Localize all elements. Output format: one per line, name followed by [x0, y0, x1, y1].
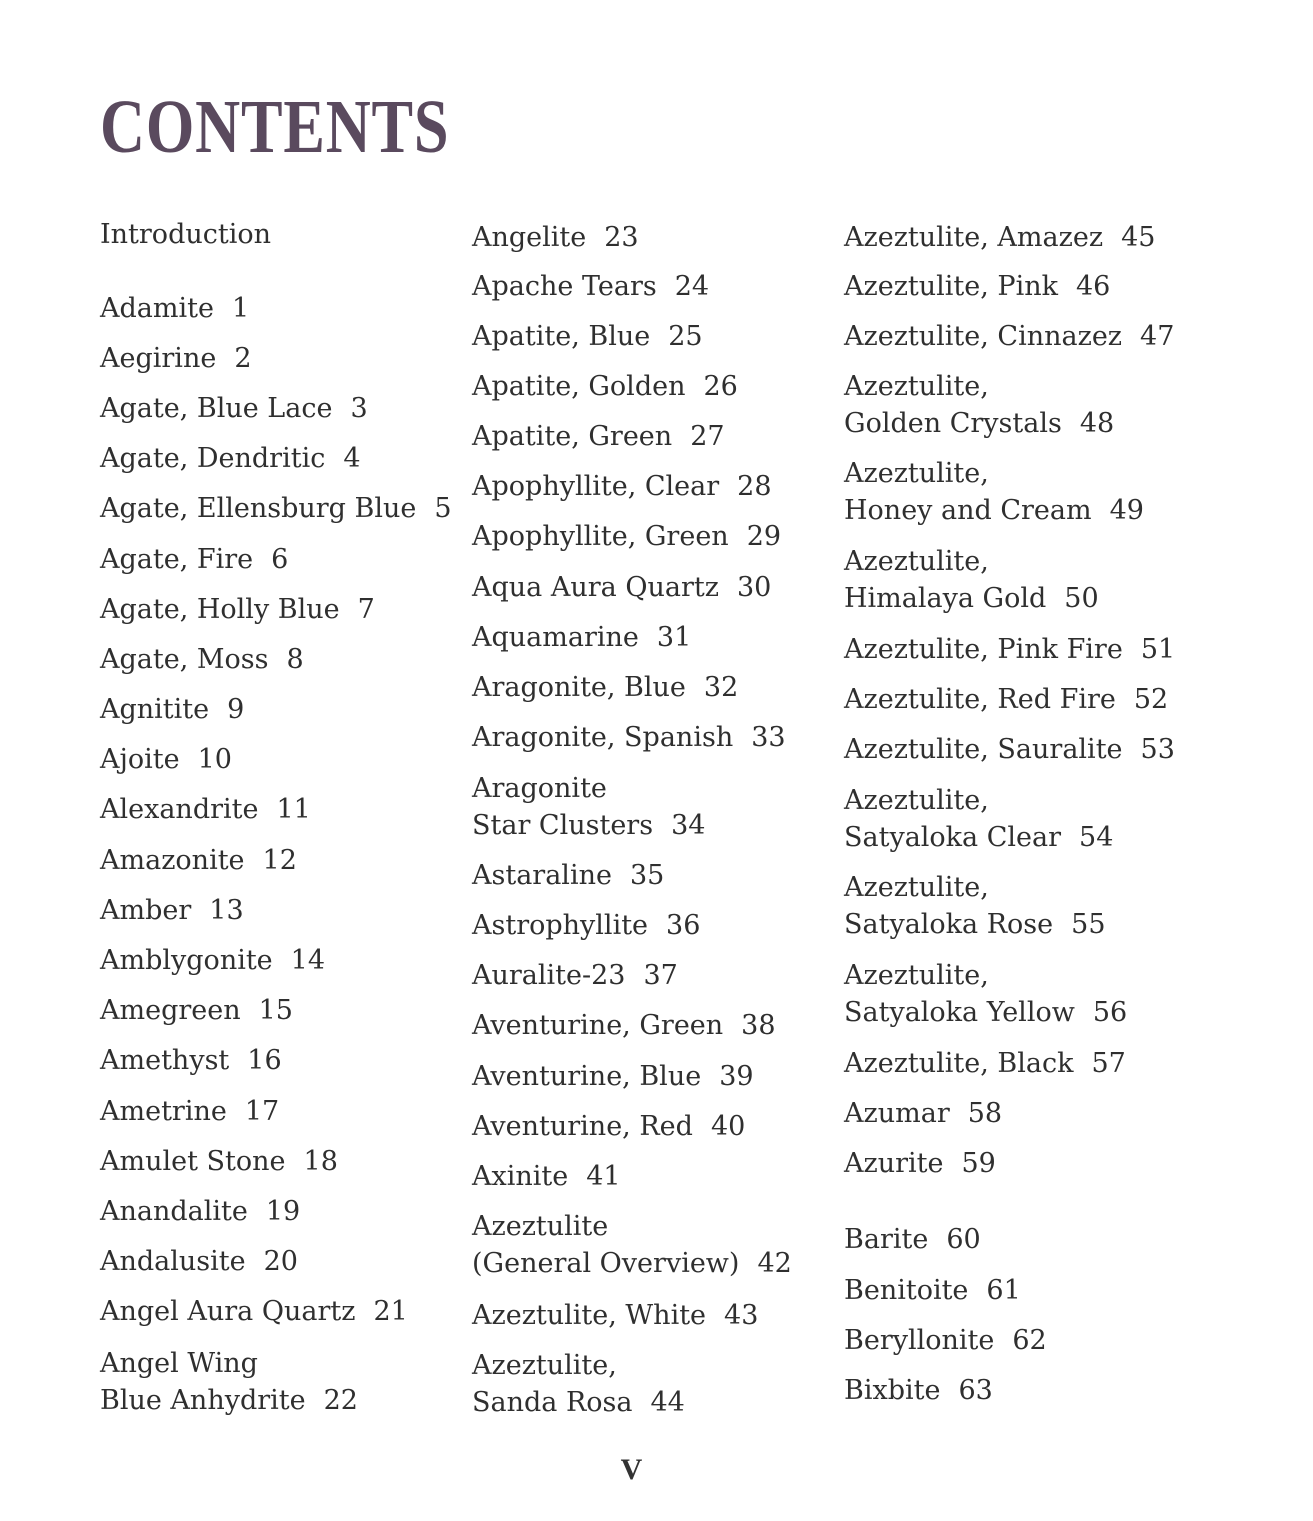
- toc-entry-title: [100, 1293, 408, 1330]
- toc-entry-title: [100, 541, 288, 578]
- toc-entry-title: [100, 440, 361, 477]
- toc-entry-title: [100, 1345, 358, 1382]
- toc-entry-page: 23: [604, 222, 639, 253]
- toc-entry-name: Azeztulite, Pink: [844, 271, 1058, 302]
- toc-entry-title: [472, 669, 738, 706]
- toc-entry-name: Amulet Stone: [100, 1146, 286, 1177]
- toc-entry-name-continued: Sanda Rosa: [472, 1387, 633, 1418]
- toc-entry-title: [844, 1221, 981, 1258]
- toc-entry-title: [100, 1243, 298, 1280]
- toc-entry-name: Benitoite: [844, 1275, 969, 1306]
- toc-entry-title: [472, 1208, 792, 1245]
- toc-entry-page: 46: [1075, 271, 1111, 302]
- toc-entry[interactable]: [472, 318, 703, 355]
- toc-entry-page: 30: [736, 572, 772, 603]
- toc-entry-name: Aquamarine: [472, 622, 639, 653]
- toc-entry[interactable]: [472, 719, 786, 756]
- toc-entry-name: Aragonite: [472, 773, 607, 804]
- toc-entry-page: 44: [650, 1387, 685, 1418]
- toc-entry-name: Aventurine, Green: [472, 1010, 724, 1041]
- toc-entry-title: [844, 681, 1168, 718]
- toc-entry-page: 38: [741, 1010, 776, 1041]
- toc-entry-page: 48: [1079, 408, 1115, 439]
- toc-entry-name: Alexandrite: [100, 794, 259, 825]
- toc-entry[interactable]: [844, 455, 1144, 529]
- toc-entry-page: 36: [666, 910, 701, 941]
- toc-entry-name: Azeztulite, Cinnazez: [844, 321, 1123, 352]
- toc-entry-title: [100, 641, 304, 678]
- toc-entry-name: Aventurine, Blue: [472, 1061, 702, 1092]
- toc-entry-page: 59: [961, 1148, 996, 1179]
- toc-entry-title: [472, 1058, 754, 1095]
- toc-entry[interactable]: [472, 418, 725, 455]
- toc-entry-title: [844, 219, 1155, 256]
- toc-entry[interactable]: [844, 318, 1174, 355]
- toc-entry-title: [100, 591, 375, 628]
- toc-entry-title: [844, 1045, 1126, 1082]
- toc-entry[interactable]: [472, 368, 738, 405]
- toc-entry-title: [100, 390, 368, 427]
- toc-entry-name: Bixbite: [844, 1375, 941, 1406]
- toc-entry-name: Agate, Dendritic: [100, 443, 326, 474]
- toc-entry-page: 47: [1140, 321, 1175, 352]
- toc-entry-page: 54: [1079, 822, 1114, 853]
- toc-entry-title-continued: [844, 994, 1127, 1031]
- toc-entry-page: 17: [244, 1096, 280, 1127]
- toc-entry-page: 34: [671, 810, 706, 841]
- toc-entry-name: Axinite: [472, 1161, 569, 1192]
- toc-entry-title: [844, 268, 1110, 305]
- toc-entry-title: [844, 782, 1113, 819]
- toc-entry[interactable]: [100, 1293, 408, 1330]
- toc-entry[interactable]: [844, 1272, 1021, 1309]
- toc-entry-name: Amazonite: [100, 845, 245, 876]
- toc-entry-title: [844, 1322, 1047, 1359]
- toc-entry-name: Azeztulite, Black: [844, 1048, 1074, 1079]
- toc-entry-page: 7: [357, 594, 375, 625]
- toc-entry-page: 52: [1133, 684, 1169, 715]
- toc-entry-page: 42: [757, 1248, 792, 1279]
- toc-entry[interactable]: [472, 957, 678, 994]
- toc-entry[interactable]: [100, 641, 304, 678]
- toc-entry[interactable]: [100, 1042, 282, 1079]
- toc-entry-title: [472, 957, 678, 994]
- toc-entry-name: Astrophyllite: [472, 910, 649, 941]
- toc-entry-title: [472, 219, 639, 256]
- toc-entry-name: Apatite, Green: [472, 421, 673, 452]
- toc-entry-name: Azeztulite, Red Fire: [844, 684, 1116, 715]
- toc-entry-name: Azeztulite, Sauralite: [844, 734, 1123, 765]
- toc-entry-page: 39: [719, 1061, 754, 1092]
- toc-entry-title: [844, 731, 1175, 768]
- toc-entry[interactable]: [472, 518, 781, 555]
- toc-entry-name: Agate, Holly Blue: [100, 594, 340, 625]
- toc-entry-page: 37: [643, 960, 678, 991]
- toc-entry-page: 49: [1109, 495, 1144, 526]
- toc-entry-name: Azumar: [844, 1098, 950, 1129]
- toc-entry-name: Angel Wing: [100, 1348, 258, 1379]
- toc-entry-name: Azeztulite,: [472, 1350, 617, 1381]
- toc-entry-name: Azeztulite,: [844, 872, 989, 903]
- toc-entry[interactable]: [100, 340, 252, 377]
- toc-entry-name-continued: Satyaloka Yellow: [844, 997, 1075, 1028]
- toc-entry-page: 12: [262, 845, 297, 876]
- toc-entry-page: 29: [746, 521, 782, 552]
- toc-entry-title: [472, 1297, 758, 1334]
- toc-entry-name: Agate, Moss: [100, 644, 269, 675]
- toc-entry-name: Introduction: [100, 219, 271, 250]
- toc-entry-page: 2: [234, 343, 252, 374]
- toc-entry-page: 9: [227, 694, 245, 725]
- toc-entry[interactable]: [844, 782, 1113, 856]
- toc-entry-title-continued: [844, 819, 1113, 856]
- toc-entry[interactable]: [844, 268, 1110, 305]
- toc-entry-name: Agnitite: [100, 694, 210, 725]
- toc-entry-page: 16: [247, 1045, 282, 1076]
- toc-entry-title: [100, 216, 271, 253]
- toc-entry-title: [472, 1007, 776, 1044]
- toc-entry-name: Azeztulite,: [844, 785, 989, 816]
- toc-entry-page: 32: [703, 672, 739, 703]
- toc-entry-page: 51: [1140, 634, 1176, 665]
- toc-entry-title: [844, 869, 1106, 906]
- toc-entry[interactable]: [100, 1345, 358, 1419]
- toc-entry-name: Amethyst: [100, 1045, 230, 1076]
- toc-entry-name: Azeztulite,: [844, 960, 989, 991]
- toc-entry-title: [472, 1158, 621, 1195]
- toc-entry[interactable]: [844, 1322, 1047, 1359]
- toc-entry-page: 4: [343, 443, 361, 474]
- toc-entry-name: Agate, Blue Lace: [100, 393, 333, 424]
- toc-entry-page: 63: [958, 1375, 993, 1406]
- toc-entry-title: [100, 340, 252, 377]
- toc-entry[interactable]: [472, 907, 700, 944]
- toc-entry[interactable]: [100, 490, 452, 527]
- toc-entry[interactable]: [472, 1158, 621, 1195]
- toc-entry-page: 40: [710, 1111, 746, 1142]
- toc-entry-name: Barite: [844, 1224, 929, 1255]
- toc-entry-title: [844, 1095, 1002, 1132]
- toc-entry-name-continued: Golden Crystals: [844, 408, 1062, 439]
- toc-entry-page: 28: [737, 471, 772, 502]
- toc-entry-name: Apatite, Golden: [472, 371, 686, 402]
- toc-entry-name: Ametrine: [100, 1096, 227, 1127]
- toc-entry-title: [472, 268, 709, 305]
- toc-entry-name: Azeztulite, Pink Fire: [844, 634, 1123, 665]
- toc-entry-title: [472, 318, 703, 355]
- toc-entry-name-continued: Himalaya Gold: [844, 583, 1047, 614]
- toc-entry-title-continued: [472, 1384, 685, 1421]
- toc-entry-name: Apache Tears: [472, 271, 657, 302]
- toc-entry-title: [472, 418, 725, 455]
- toc-entry[interactable]: [472, 569, 771, 606]
- toc-entry-name: Aragonite, Spanish: [472, 722, 734, 753]
- toc-entry-title: [100, 741, 232, 778]
- toc-entry-title: [844, 318, 1174, 355]
- toc-entry-page: 1: [231, 293, 250, 324]
- toc-entry-page: 26: [703, 371, 738, 402]
- toc-entry-name-continued: Star Clusters: [472, 810, 654, 841]
- toc-entry[interactable]: [844, 631, 1175, 668]
- toc-entry-page: 60: [946, 1224, 981, 1255]
- toc-entry[interactable]: [100, 892, 244, 929]
- toc-entry[interactable]: [100, 390, 368, 427]
- toc-entry-title: [472, 569, 771, 606]
- toc-entry-title-continued: [844, 405, 1114, 442]
- toc-entry-name: Ajoite: [100, 744, 180, 775]
- toc-entry-name: Anandalite: [100, 1196, 248, 1227]
- toc-entry[interactable]: [844, 957, 1127, 1031]
- toc-entry-page: 13: [209, 895, 244, 926]
- toc-entry-name-continued: Satyaloka Clear: [844, 822, 1062, 853]
- toc-entry[interactable]: [844, 869, 1106, 943]
- toc-entry-name: Angel Aura Quartz: [100, 1296, 356, 1327]
- page-title: CONTENTS: [100, 85, 450, 169]
- toc-entry[interactable]: [844, 219, 1155, 256]
- toc-entry-name: Auralite-23: [472, 960, 626, 991]
- toc-entry-page: 25: [668, 321, 703, 352]
- toc-entry-title: [100, 490, 452, 527]
- toc-entry-name: Beryllonite: [844, 1325, 995, 1356]
- toc-entry-name: Amegreen: [100, 995, 241, 1026]
- toc-entry-page: 11: [276, 794, 311, 825]
- toc-entry[interactable]: [100, 942, 325, 979]
- toc-entry-title: [472, 719, 786, 756]
- toc-entry[interactable]: [100, 842, 297, 879]
- toc-entry-title: [472, 619, 691, 656]
- toc-entry-name-continued: Honey and Cream: [844, 495, 1092, 526]
- toc-entry[interactable]: [472, 268, 709, 305]
- toc-entry-title: [844, 631, 1175, 668]
- toc-entry-title: [100, 842, 297, 879]
- toc-entry-name: Adamite: [100, 293, 214, 324]
- toc-entry-page: 45: [1121, 222, 1156, 253]
- toc-entry[interactable]: [844, 681, 1168, 718]
- toc-entry-title: [844, 1145, 996, 1182]
- toc-entry-name: Agate, Ellensburg Blue: [100, 493, 417, 524]
- toc-entry-name: Amber: [100, 895, 192, 926]
- toc-entry-page: 58: [967, 1098, 1003, 1129]
- toc-entry[interactable]: [472, 1347, 685, 1421]
- toc-entry[interactable]: [472, 219, 639, 256]
- toc-entry-page: 35: [629, 860, 665, 891]
- toc-entry[interactable]: [100, 290, 249, 327]
- toc-entry-title: [472, 368, 738, 405]
- toc-entry-title: [844, 368, 1114, 405]
- toc-entry[interactable]: [100, 1193, 300, 1230]
- toc-entry-title: [100, 1193, 300, 1230]
- toc-entry-title: [844, 455, 1144, 492]
- toc-entry[interactable]: [472, 1007, 776, 1044]
- toc-entry[interactable]: [844, 543, 1099, 617]
- toc-entry-title: [100, 1093, 279, 1130]
- toc-entry-title: [100, 691, 244, 728]
- toc-entry[interactable]: [100, 1143, 338, 1180]
- toc-entry-page: 3: [350, 393, 368, 424]
- toc-entry-name: Aegirine: [100, 343, 217, 374]
- toc-entry-name: Azeztulite,: [844, 546, 989, 577]
- toc-entry-page: 55: [1071, 909, 1106, 940]
- toc-entry-title: [100, 942, 325, 979]
- toc-entry-name: Amblygonite: [100, 945, 273, 976]
- toc-entry[interactable]: [844, 1221, 981, 1258]
- toc-entry-title: [472, 1347, 685, 1384]
- toc-entry-name: Agate, Fire: [100, 544, 254, 575]
- toc-entry-title: [100, 290, 249, 327]
- toc-entry-name: Aqua Aura Quartz: [472, 572, 719, 603]
- toc-entry-title: [100, 1143, 338, 1180]
- toc-entry-page: 15: [258, 995, 293, 1026]
- toc-entry-page: 10: [197, 744, 232, 775]
- toc-entry[interactable]: [844, 1145, 996, 1182]
- toc-entry-page: 24: [674, 271, 710, 302]
- toc-entry[interactable]: [100, 1243, 298, 1280]
- toc-entry-name: Azeztulite: [472, 1211, 609, 1242]
- toc-entry-title: [844, 1372, 993, 1409]
- toc-entry[interactable]: [472, 619, 691, 656]
- toc-entry-name: Astaraline: [472, 860, 612, 891]
- toc-entry[interactable]: [472, 1208, 792, 1282]
- toc-entry-name-continued: (General Overview): [472, 1248, 740, 1279]
- toc-entry-page: 50: [1064, 583, 1099, 614]
- toc-entry-page: 57: [1091, 1048, 1126, 1079]
- toc-entry[interactable]: [844, 368, 1114, 442]
- toc-entry[interactable]: [472, 468, 772, 505]
- toc-entry-title: [472, 468, 772, 505]
- toc-entry-page: 33: [751, 722, 786, 753]
- toc-entry-name: Apophyllite, Green: [472, 521, 729, 552]
- toc-entry[interactable]: [100, 791, 311, 828]
- toc-entry-title: [100, 1042, 282, 1079]
- toc-entry[interactable]: [100, 691, 244, 728]
- toc-entry-title-continued: [844, 492, 1144, 529]
- toc-entry[interactable]: [472, 1297, 758, 1334]
- toc-entry-page: 19: [265, 1196, 301, 1227]
- toc-entry-title-continued: [472, 1245, 792, 1282]
- toc-entry-name-continued: Satyaloka Rose: [844, 909, 1054, 940]
- toc-entry-page: 31: [656, 622, 692, 653]
- toc-entry-name: Angelite: [472, 222, 587, 253]
- toc-entry-title: [844, 543, 1099, 580]
- toc-entry-title-continued: [844, 906, 1106, 943]
- toc-entry-page: 18: [303, 1146, 338, 1177]
- toc-entry[interactable]: [100, 992, 293, 1029]
- toc-entry-page: 20: [263, 1246, 298, 1277]
- toc-entry-title: [472, 770, 705, 807]
- toc-entry-page: 6: [271, 544, 289, 575]
- toc-entry-name: Azeztulite, Amazez: [844, 222, 1104, 253]
- toc-entry[interactable]: [844, 1095, 1002, 1132]
- toc-entry-title: [472, 1108, 745, 1145]
- toc-entry-page: 53: [1140, 734, 1175, 765]
- toc-entry[interactable]: [844, 1045, 1126, 1082]
- toc-entry-page: 56: [1092, 997, 1128, 1028]
- toc-entry-page: 5: [434, 493, 452, 524]
- toc-entry-title: [472, 518, 781, 555]
- toc-entry-name: Aventurine, Red: [472, 1111, 693, 1142]
- toc-entry-title-continued: [100, 1382, 358, 1419]
- toc-entry[interactable]: [844, 1372, 993, 1409]
- toc-entry-name: Apophyllite, Clear: [472, 471, 720, 502]
- toc-entry-title: [100, 892, 244, 929]
- toc-entry-title-continued: [844, 580, 1099, 617]
- toc-entry[interactable]: [100, 216, 271, 253]
- toc-entry[interactable]: [100, 591, 375, 628]
- toc-entry[interactable]: [100, 440, 361, 477]
- toc-entry-name: Azeztulite,: [844, 458, 989, 489]
- toc-entry[interactable]: [844, 731, 1175, 768]
- toc-entry-title: [472, 857, 664, 894]
- toc-entry-page: 14: [290, 945, 326, 976]
- toc-entry-page: 41: [586, 1161, 621, 1192]
- toc-entry[interactable]: [100, 1093, 279, 1130]
- toc-entry[interactable]: [472, 1058, 754, 1095]
- toc-entry-name: Azeztulite, White: [472, 1300, 707, 1331]
- toc-entry-page: 62: [1012, 1325, 1047, 1356]
- toc-entry-name: Aragonite, Blue: [472, 672, 686, 703]
- toc-entry-page: 27: [690, 421, 725, 452]
- toc-entry-title-continued: [472, 807, 705, 844]
- toc-entry-title: [100, 791, 311, 828]
- toc-entry-name: Azurite: [844, 1148, 944, 1179]
- toc-entry-page: 61: [986, 1275, 1021, 1306]
- page-number: V: [620, 1453, 643, 1486]
- toc-entry-name: Apatite, Blue: [472, 321, 651, 352]
- toc-entry[interactable]: [472, 770, 705, 844]
- toc-entry[interactable]: [100, 741, 232, 778]
- toc-entry[interactable]: [472, 857, 664, 894]
- toc-entry-page: 43: [724, 1300, 759, 1331]
- toc-entry-title: [844, 957, 1127, 994]
- toc-entry-name: Andalusite: [100, 1246, 246, 1277]
- toc-entry[interactable]: [472, 669, 738, 706]
- toc-entry-page: 22: [323, 1385, 358, 1416]
- toc-entry-title: [472, 907, 700, 944]
- toc-entry[interactable]: [100, 541, 288, 578]
- toc-entry-title: [844, 1272, 1021, 1309]
- toc-entry-title: [100, 992, 293, 1029]
- toc-entry-name-continued: Blue Anhydrite: [100, 1385, 306, 1416]
- toc-entry-page: 8: [286, 644, 304, 675]
- toc-entry-page: 21: [373, 1296, 408, 1327]
- toc-entry-name: Azeztulite,: [844, 371, 989, 402]
- toc-entry[interactable]: [472, 1108, 745, 1145]
